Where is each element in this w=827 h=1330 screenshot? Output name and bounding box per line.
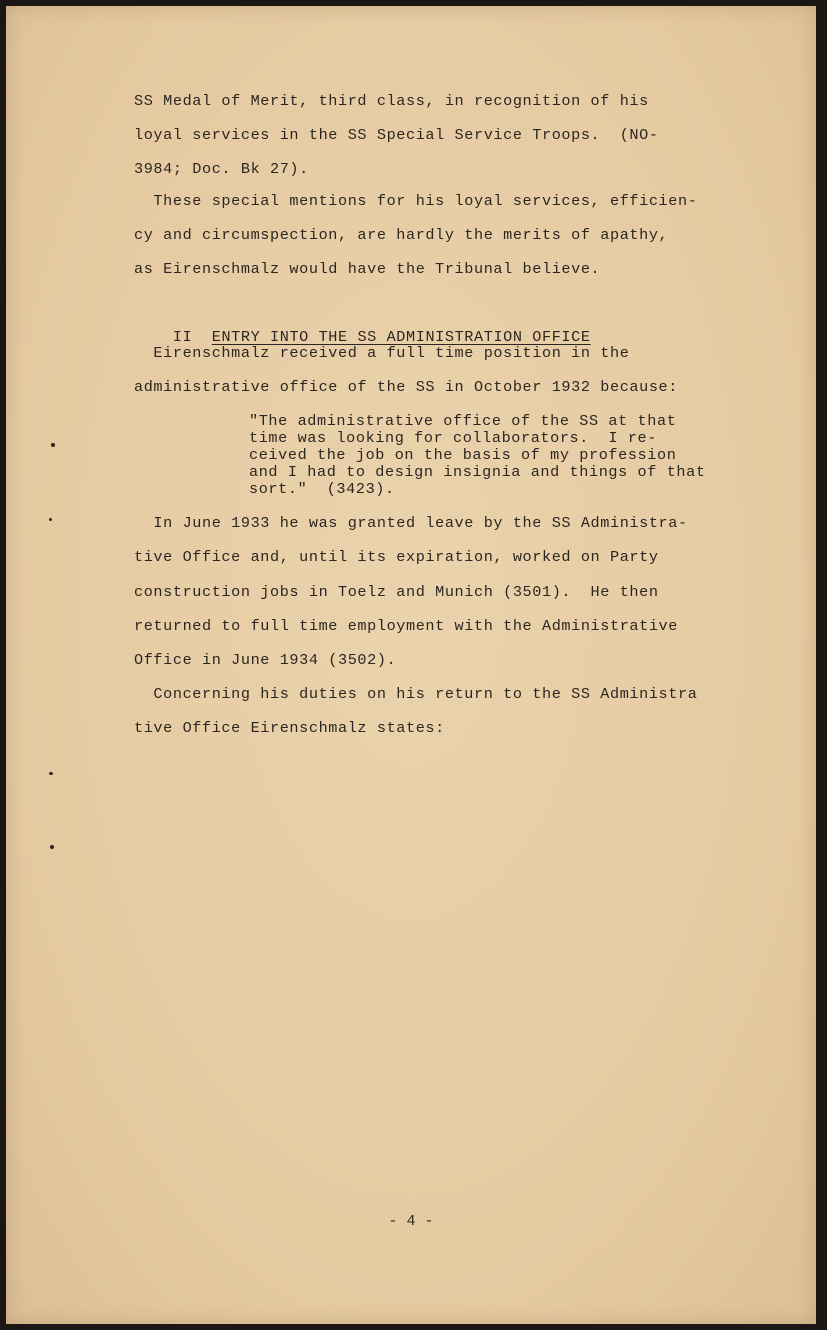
punch-mark [49, 518, 52, 521]
punch-mark [49, 772, 53, 775]
quote-line: ceived the job on the basis of my profession [249, 446, 677, 464]
text-line: loyal services in the SS Special Service Troops. (NO- [134, 126, 659, 144]
text-line: administrative office of the SS in October 1932 because: [134, 378, 678, 396]
quote-line: and I had to design insignia and things of that [249, 463, 706, 481]
quote-line: "The administrative office of the SS at that [249, 412, 677, 430]
text-line: SS Medal of Merit, third class, in recognition of his [134, 92, 649, 110]
text-line: Eirenschmalz received a full time position in the [134, 344, 630, 362]
text-line: tive Office Eirenschmalz states: [134, 719, 445, 737]
section-number: II [172, 328, 193, 346]
punch-mark [51, 443, 55, 447]
text-line: returned to full time employment with the Administrative [134, 617, 678, 635]
page-number: - 4 - [388, 1213, 434, 1230]
punch-mark [50, 845, 54, 849]
text-line: as Eirenschmalz would have the Tribunal believe. [134, 260, 601, 278]
text-line: Office in June 1934 (3502). [134, 651, 397, 669]
text-line: 3984; Doc. Bk 27). [134, 160, 309, 178]
quote-line: sort." (3423). [249, 480, 395, 498]
text-line: These special mentions for his loyal services, efficien- [134, 192, 698, 210]
document-page [6, 6, 816, 1324]
text-line: Concerning his duties on his return to the SS Administra [134, 685, 698, 703]
text-line: tive Office and, until its expiration, worked on Party [134, 548, 659, 566]
section-title: ENTRY INTO THE SS ADMINISTRATION OFFICE [211, 328, 591, 346]
text-line: construction jobs in Toelz and Munich (3501). He then [134, 583, 659, 601]
text-line: cy and circumspection, are hardly the merits of apathy, [134, 226, 669, 244]
text-line: In June 1933 he was granted leave by the SS Administra- [134, 514, 688, 532]
quote-line: time was looking for collaborators. I re- [249, 429, 657, 447]
